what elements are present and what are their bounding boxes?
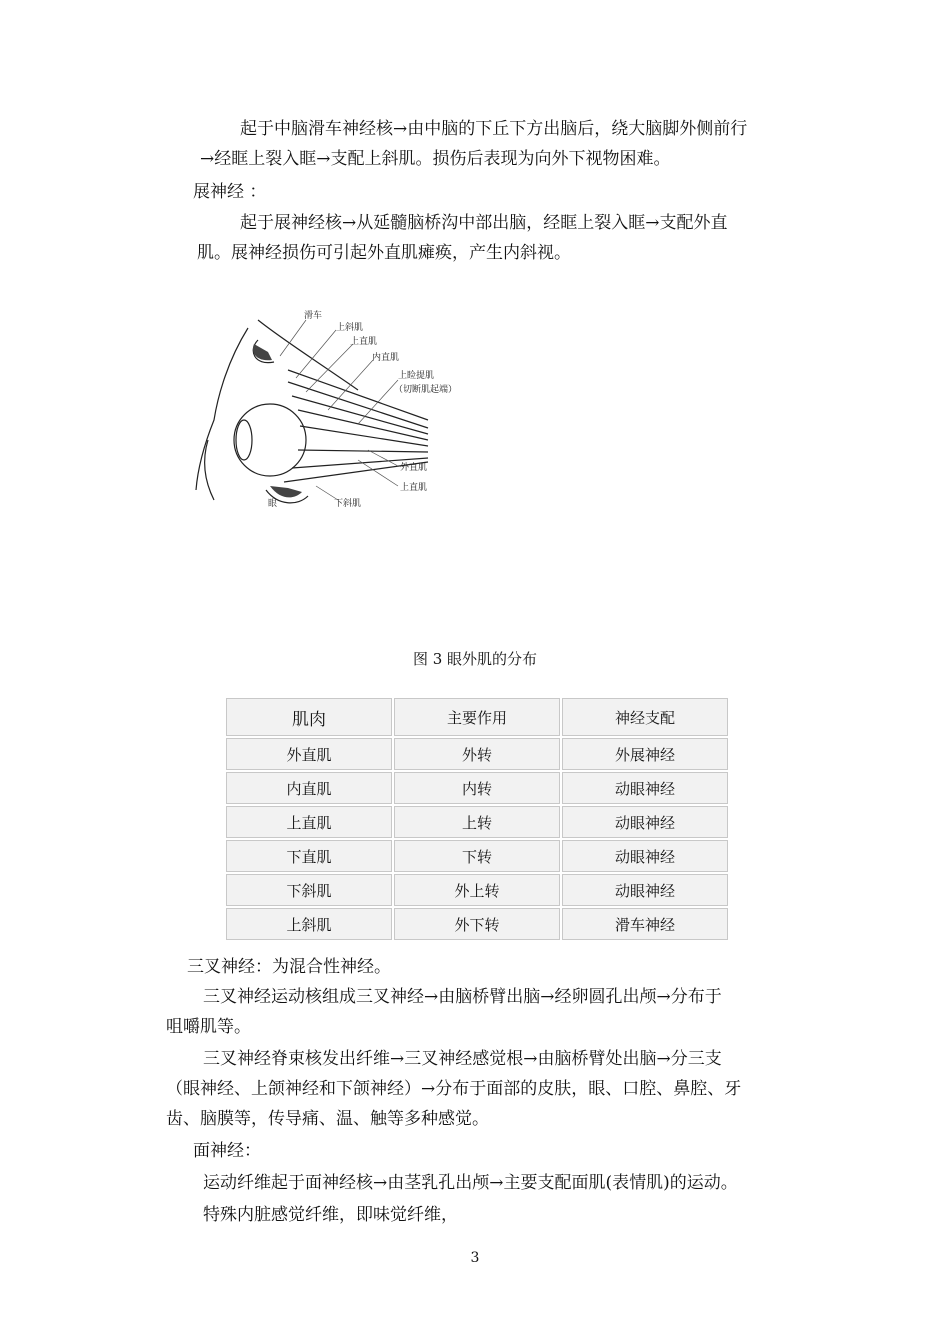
table-cell: 下斜肌: [226, 874, 392, 906]
paragraph-line: 起于展神经核→从延髓脑桥沟中部出脑，经眶上裂入眶→支配外直: [240, 213, 728, 233]
table-cell: 上直肌: [226, 806, 392, 838]
paragraph-line: 特殊内脏感觉纤维，即味觉纤维，: [203, 1205, 458, 1225]
figure-label: 上直肌: [350, 336, 378, 346]
figure-label: 上直肌: [400, 482, 428, 492]
paragraph-line: 肌。展神经损伤可引起外直肌瘫痪，产生内斜视。: [197, 243, 571, 263]
table-row: [226, 840, 728, 872]
table-cell: 动眼神经: [562, 874, 728, 906]
figure-caption: 图 3 眼外肌的分布: [412, 650, 538, 668]
paragraph-line: 起于中脑滑车神经核→由中脑的下丘下方出脑后，绕大脑脚外侧前行: [240, 119, 748, 139]
paragraph-line: 齿、脑膜等，传导痛、温、触等多种感觉。: [166, 1109, 489, 1129]
paragraph-line: 三叉神经脊束核发出纤维→三叉神经感觉根→由脑桥臂处出脑→分三支: [203, 1049, 722, 1069]
table-header-row: [226, 698, 728, 736]
table-cell: 外转: [394, 738, 560, 770]
table-cell: 外下转: [394, 908, 560, 940]
paragraph-line: 三叉神经运动核组成三叉神经→由脑桥臂出脑→经卵圆孔出颅→分布于: [203, 987, 722, 1007]
table-cell: 外直肌: [226, 738, 392, 770]
table-row: [226, 772, 728, 804]
paragraph-line: 运动纤维起于面神经核→由茎乳孔出颅→主要支配面肌(表情肌)的运动。: [203, 1173, 738, 1193]
table-cell: 滑车神经: [562, 908, 728, 940]
page-number: 3: [470, 1250, 480, 1266]
table-cell: 外展神经: [562, 738, 728, 770]
figure-label: 上斜肌: [336, 322, 364, 332]
figure-label: 外直肌: [400, 462, 428, 472]
eye-muscle-illustration: [188, 300, 473, 520]
table-row: [226, 908, 728, 940]
table-cell: 内转: [394, 772, 560, 804]
table-cell: 上转: [394, 806, 560, 838]
table-cell: 内直肌: [226, 772, 392, 804]
table-header: 主要作用: [394, 698, 560, 736]
table-cell: 动眼神经: [562, 806, 728, 838]
table-cell: 下直肌: [226, 840, 392, 872]
paragraph-line: （眼神经、上颌神经和下颌神经）→分布于面部的皮肤，眼、口腔、鼻腔、牙: [166, 1079, 742, 1099]
figure-label: 上睑提肌: [398, 370, 435, 380]
eye-muscle-figure: [188, 300, 473, 520]
paragraph-line: 咀嚼肌等。: [166, 1017, 251, 1037]
figure-label: （切断肌起端）: [394, 384, 458, 394]
section-heading: 展神经 ：: [193, 182, 267, 202]
table-row: [226, 806, 728, 838]
table-cell: 下转: [394, 840, 560, 872]
table-header: 神经支配: [562, 698, 728, 736]
table-row: [226, 738, 728, 770]
table-row: [226, 874, 728, 906]
table-cell: 动眼神经: [562, 772, 728, 804]
table-cell: 上斜肌: [226, 908, 392, 940]
muscle-table: [224, 696, 730, 942]
figure-label: 内直肌: [372, 352, 400, 362]
section-heading: 面神经：: [193, 1141, 261, 1161]
figure-label: 下斜肌: [334, 498, 362, 508]
table-cell: 动眼神经: [562, 840, 728, 872]
table-header: 肌肉: [226, 698, 392, 736]
figure-label: 滑车: [304, 310, 323, 320]
paragraph-line: →经眶上裂入眶→支配上斜肌。损伤后表现为向外下视物困难。: [200, 149, 671, 169]
paragraph-line: 三叉神经：为混合性神经。: [187, 957, 391, 977]
table-cell: 外上转: [394, 874, 560, 906]
figure-label: 眼: [268, 498, 278, 508]
